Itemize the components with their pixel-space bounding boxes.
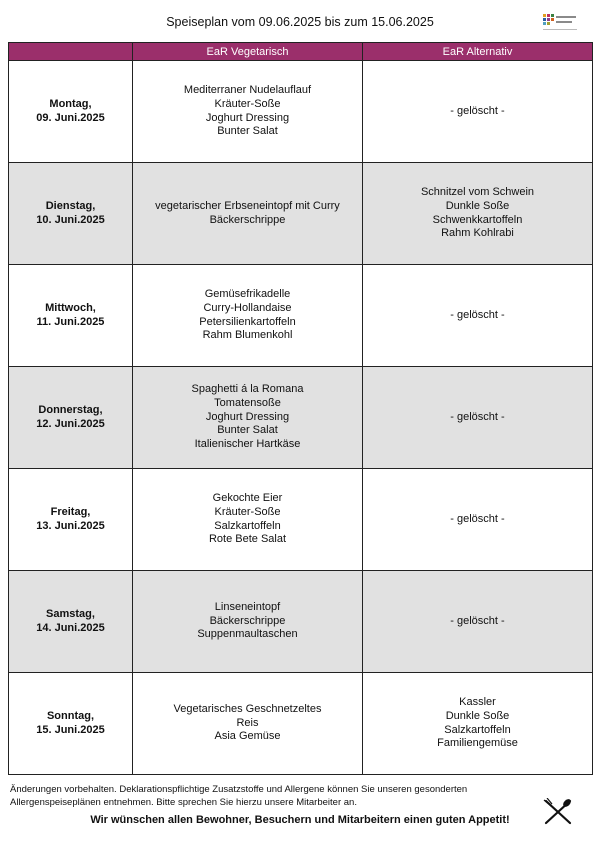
weekday-label: Donnerstag, (38, 403, 103, 416)
table-row (9, 367, 593, 469)
weekday-label: Samstag, (46, 607, 95, 620)
day-cell (9, 61, 133, 163)
table-row (9, 163, 593, 265)
dish-item: Rahm Kohlrabi (441, 227, 514, 240)
dish-item: Bunter Salat (217, 125, 278, 138)
table-row (9, 61, 593, 163)
alternativ-cell (363, 163, 593, 265)
day-cell (9, 571, 133, 673)
disclaimer-line-1: Änderungen vorbehalten. Deklarationspflichtige Zusatzstoffe und Allergene können Sie unseren gesonderten (10, 784, 468, 795)
dish-item: Spaghetti á la Romana (191, 383, 304, 395)
table-row (9, 265, 593, 367)
dish-item: Italienischer Hartkäse (194, 438, 301, 451)
date-label: 13. Juni.2025 (36, 519, 105, 532)
vegetarisch-cell (133, 265, 363, 367)
dish-item: Asia Gemüse (214, 730, 281, 743)
day-cell (9, 265, 133, 367)
dish-item: Schwenkkartoffeln (432, 213, 523, 226)
dish-item: Linseneintopf (214, 600, 281, 613)
vegetarisch-cell (133, 571, 363, 673)
day-cell (9, 469, 133, 571)
day-cell (9, 163, 133, 265)
vegetarisch-cell (133, 163, 363, 265)
header-day-column (9, 43, 133, 61)
menu-table (8, 42, 593, 775)
date-label: 10. Juni.2025 (36, 213, 105, 226)
dish-item: Petersilienkartoffeln (199, 315, 296, 328)
dish-item: Kräuter-Soße (214, 505, 281, 518)
disclaimer-line-2: Allergenspeiseplänen entnehmen. Bitte sprechen Sie hierzu unsere Mitarbeiter an. (10, 796, 357, 808)
dish-item: Joghurt Dressing (205, 111, 290, 124)
dish-item: Bäckerschrippe (209, 614, 286, 627)
dish-item: Gemüsefrikadelle (204, 287, 291, 300)
table-header-row (9, 43, 593, 61)
dish-item: Salzkartoffeln (444, 723, 511, 736)
table-row (9, 571, 593, 673)
alternativ-cell (363, 61, 593, 163)
date-label: 14. Juni.2025 (36, 621, 105, 634)
dish-item: Kräuter-Soße (214, 97, 281, 110)
date-label: 12. Juni.2025 (36, 417, 105, 430)
weekday-label: Freitag, (50, 505, 91, 518)
header-vegetarisch: EaR Vegetarisch (133, 43, 363, 61)
alternativ-cell (363, 673, 593, 775)
dish-item: Gekochte Eier (212, 491, 283, 504)
dish-item: Tomatensoße (214, 396, 281, 409)
dish-item: Joghurt Dressing (205, 410, 290, 423)
company-logo (541, 12, 581, 34)
dish-item: Vegetarisches Geschnetzeltes (173, 702, 322, 715)
weekday-label: Sonntag, (46, 709, 95, 722)
date-label: 15. Juni.2025 (36, 723, 105, 736)
dish-item: Dunkle Soße (445, 709, 510, 722)
dish-item: Rote Bete Salat (208, 533, 287, 546)
dish-item: Dunkle Soße (445, 199, 510, 212)
dish-item: vegetarischer Erbseneintopf mit Curry (155, 199, 340, 212)
header-alternativ: EaR Alternativ (363, 43, 593, 61)
dish-item: Schnitzel vom Schwein (420, 185, 535, 198)
date-label: 09. Juni.2025 (36, 111, 105, 124)
table-row (9, 673, 593, 775)
vegetarisch-cell (133, 673, 363, 775)
page-title: Speiseplan vom 09.06.2025 bis zum 15.06.2025 (166, 15, 434, 29)
dish-item: Rahm Blumenkohl (202, 329, 293, 342)
footer-disclaimer (10, 784, 530, 809)
dish-item: Bäckerschrippe (209, 213, 286, 226)
dish-item: Salzkartoffeln (214, 519, 281, 532)
alternativ-cell (363, 265, 593, 367)
dish-item: - gelöscht - (450, 104, 505, 117)
dish-item: Bunter Salat (217, 424, 278, 437)
menu-table-body (9, 61, 593, 775)
dish-item: - gelöscht - (450, 512, 505, 525)
weekday-label: Dienstag, (45, 199, 96, 212)
alternativ-cell (363, 571, 593, 673)
date-label: 11. Juni.2025 (36, 315, 105, 328)
weekday-label: Mittwoch, (45, 301, 96, 314)
day-cell (9, 367, 133, 469)
alternativ-cell (363, 469, 593, 571)
dish-item: Familiengemüse (437, 737, 518, 750)
day-cell (9, 673, 133, 775)
logo-icon (541, 12, 581, 34)
dish-item: - gelöscht - (450, 614, 505, 627)
vegetarisch-cell (133, 469, 363, 571)
table-row (9, 469, 593, 571)
dish-item: - gelöscht - (450, 410, 505, 423)
vegetarisch-cell (133, 61, 363, 163)
dish-item: Kassler (459, 695, 496, 708)
dish-item: - gelöscht - (450, 308, 505, 321)
footer-greeting: Wir wünschen allen Bewohner, Besuchern und Mitarbeitern einen guten Appetit! (90, 814, 510, 826)
dish-item: Mediterraner Nudelauflauf (183, 83, 312, 96)
dish-item: Curry-Hollandaise (203, 301, 292, 314)
alternativ-cell (363, 367, 593, 469)
dish-item: Reis (236, 716, 259, 729)
weekday-label: Montag, (49, 97, 92, 110)
vegetarisch-cell (133, 367, 363, 469)
dish-item: Suppenmaultaschen (197, 628, 298, 641)
